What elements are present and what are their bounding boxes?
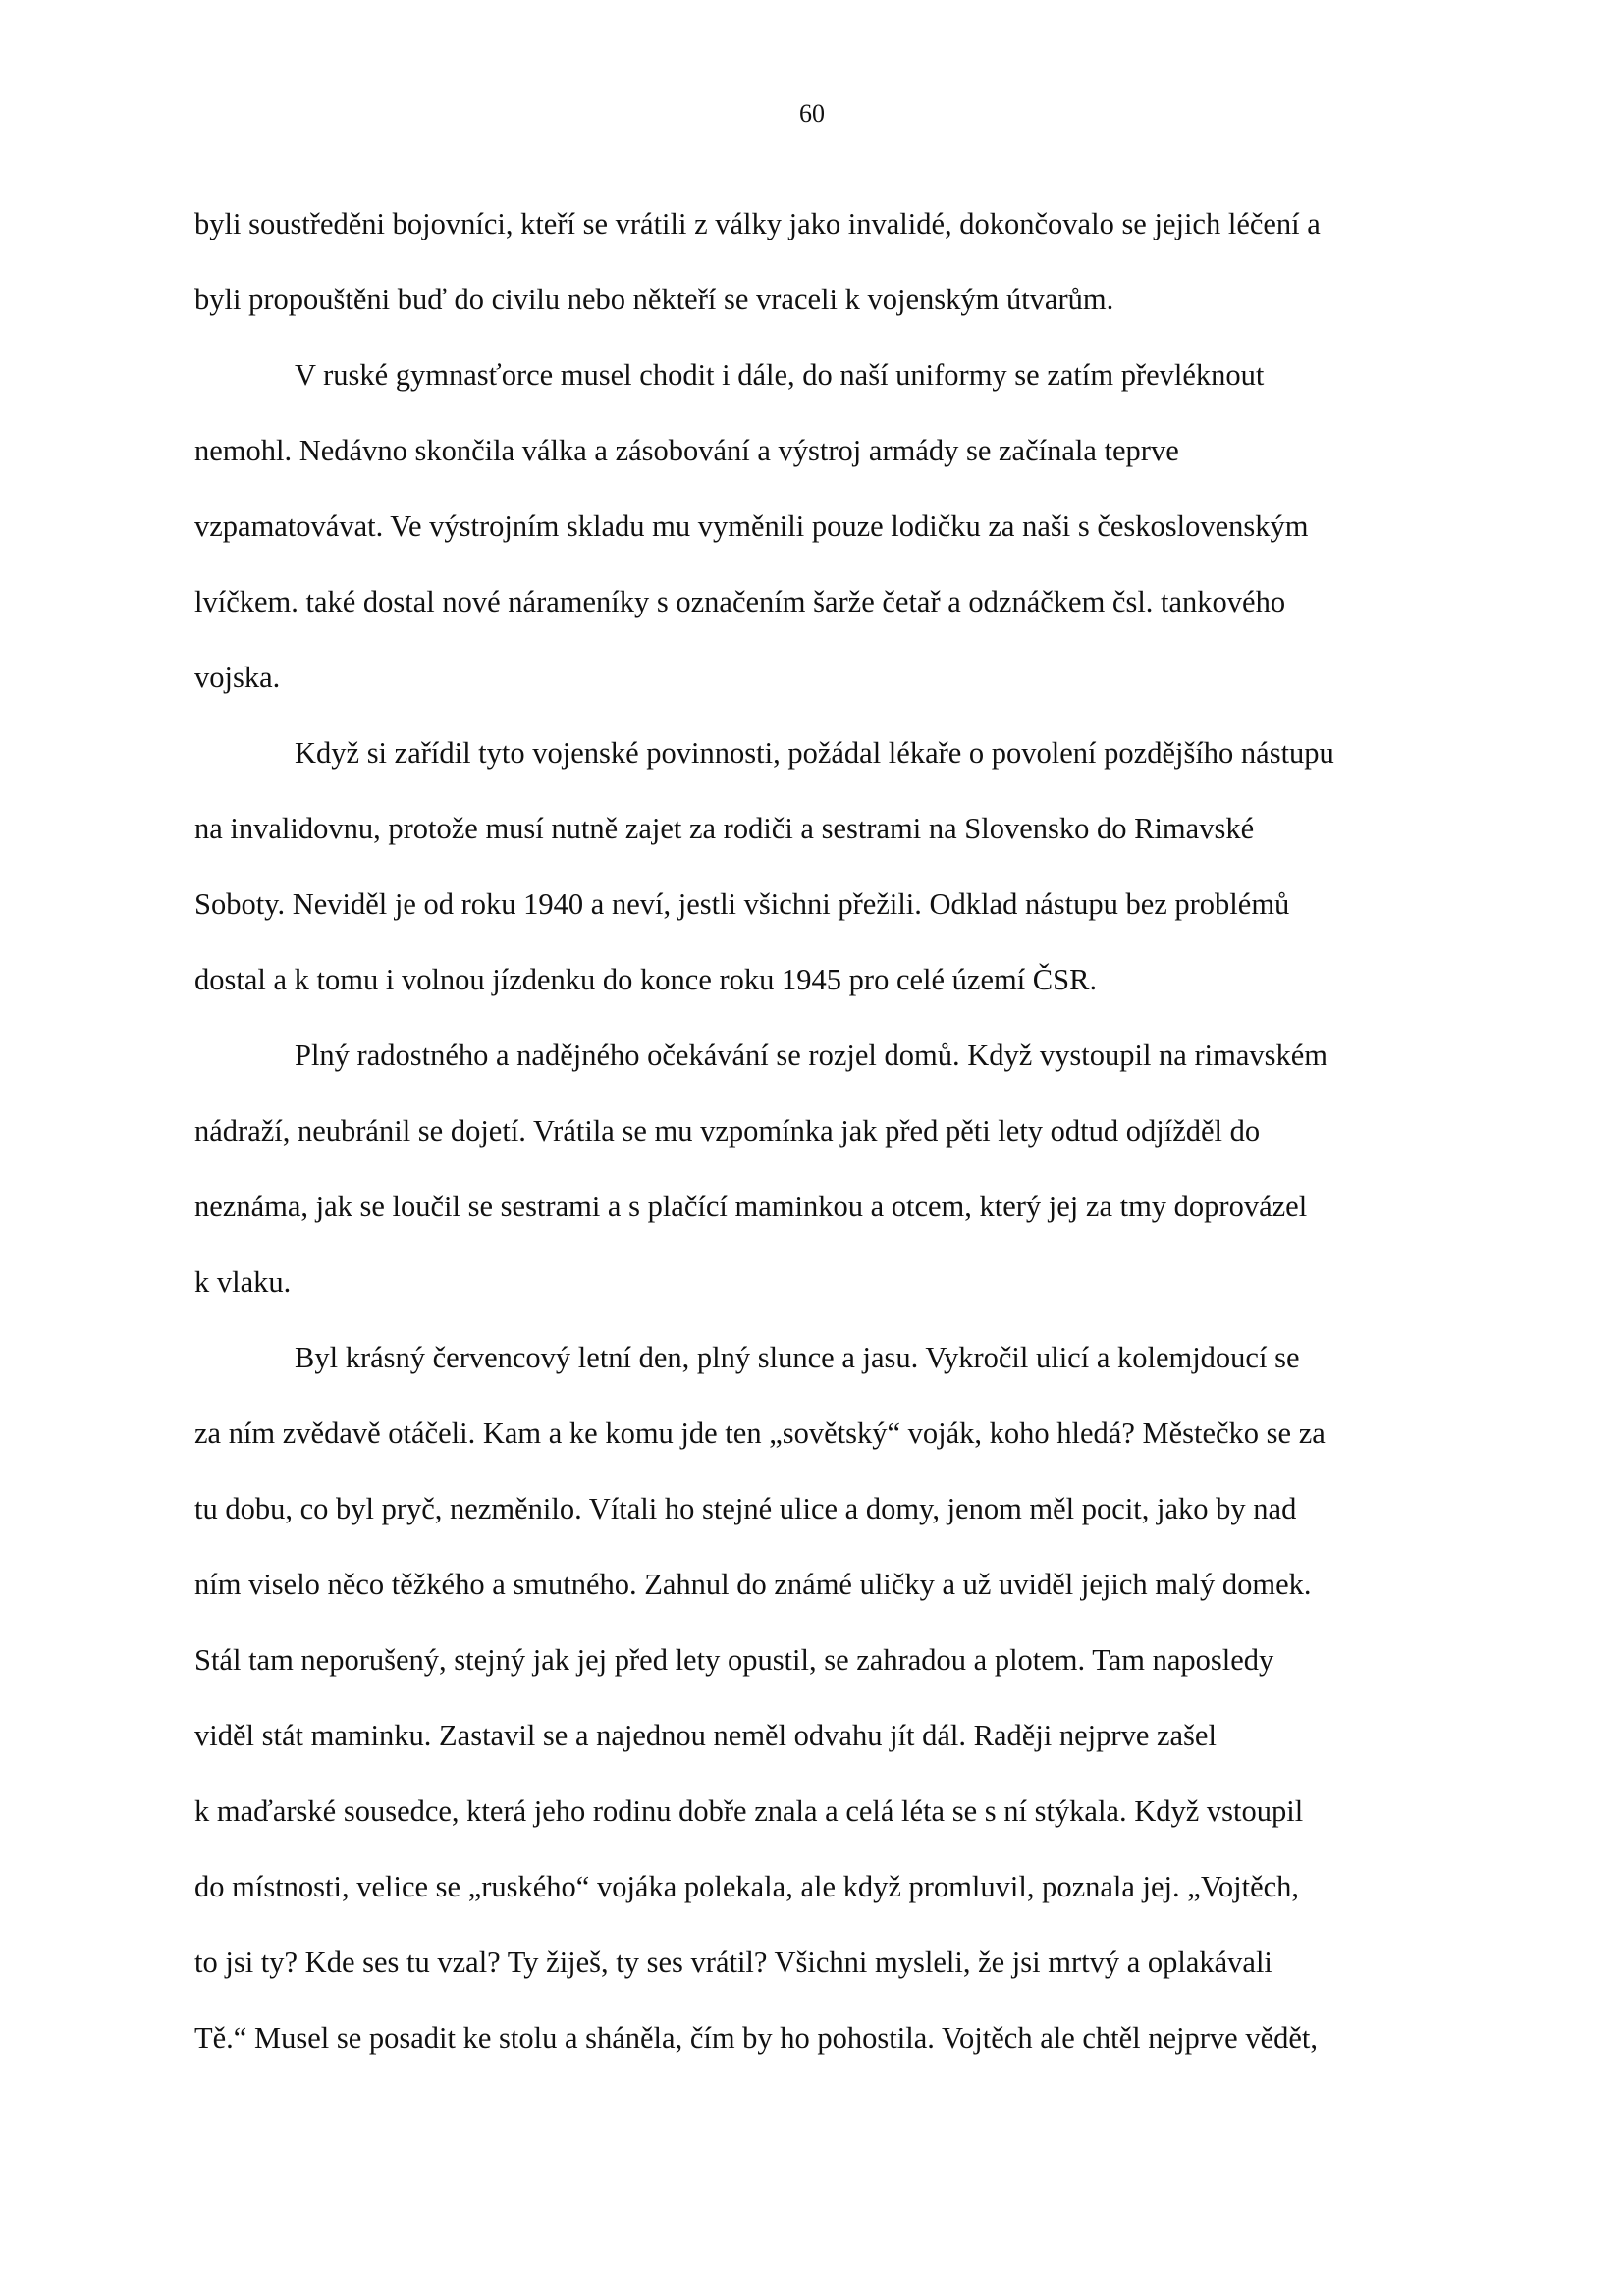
- text-line: tu dobu, co byl pryč, nezměnilo. Vítali ho stejné ulice a domy, jenom měl pocit, jako by nad: [194, 1492, 1297, 1525]
- text-line: vzpamatovávat. Ve výstrojním skladu mu vyměnili pouze lodičku za naši s československým: [194, 509, 1309, 543]
- paragraph-first-line: Když si zařídil tyto vojenské povinnosti, požádal lékaře o povolení pozdějšího nástupu: [295, 736, 1334, 770]
- paragraph-first-line: Plný radostného a nadějného očekávání se rozjel domů. Když vystoupil na rimavském: [295, 1039, 1327, 1072]
- page-number: 60: [799, 99, 825, 128]
- text-line: vojska.: [194, 661, 281, 694]
- text-line: ním viselo něco těžkého a smutného. Zahnul do známé uličky a už uviděl jejich malý domek.: [194, 1568, 1312, 1601]
- text-line: dostal a k tomu i volnou jízdenku do konce roku 1945 pro celé území ČSR.: [194, 963, 1098, 996]
- text-line: k maďarské sousedce, která jeho rodinu dobře znala a celá léta se s ní stýkala. Když vstoupil: [194, 1794, 1304, 1828]
- text-line: to jsi ty? Kde ses tu vzal? Ty žiješ, ty ses vrátil? Všichni mysleli, že jsi mrtvý a oplakávali: [194, 1946, 1272, 1979]
- text-line: nemohl. Nedávno skončila válka a zásobování a výstroj armády se začínala teprve: [194, 434, 1179, 467]
- text-line: byli soustředěni bojovníci, kteří se vrátili z války jako invalidé, dokončovalo se jejich léčení a: [194, 207, 1321, 240]
- text-line: neznáma, jak se loučil se sestrami a s plačící maminkou a otcem, který jej za tmy doprovázel: [194, 1190, 1308, 1223]
- text-line: do místnosti, velice se „ruského“ vojáka polekala, ale když promluvil, poznala jej. „Vojtěch,: [194, 1870, 1300, 1903]
- text-line: lvíčkem. také dostal nové nárameníky s označením šarže četař a odznáčkem čsl. tankového: [194, 585, 1286, 618]
- paragraph-first-line: V ruské gymnasťorce musel chodit i dále, do naší uniformy se zatím převléknout: [295, 358, 1265, 392]
- text-line: za ním zvědavě otáčeli. Kam a ke komu jde ten „sovětský“ voják, koho hledá? Městečko se za: [194, 1416, 1326, 1450]
- text-line: na invalidovnu, protože musí nutně zajet za rodiči a sestrami na Slovensko do Rimavské: [194, 812, 1255, 845]
- text-line: Soboty. Neviděl je od roku 1940 a neví, jestli všichni přežili. Odklad nástupu bez problémů: [194, 887, 1290, 921]
- text-line: Stál tam neporušený, stejný jak jej před lety opustil, se zahradou a plotem. Tam naposledy: [194, 1643, 1274, 1677]
- text-line: byli propouštěni buď do civilu nebo někteří se vraceli k vojenským útvarům.: [194, 283, 1114, 316]
- paragraph-first-line: Byl krásný červencový letní den, plný slunce a jasu. Vykročil ulicí a kolemjdoucí se: [295, 1341, 1300, 1374]
- text-line: Tě.“ Musel se posadit ke stolu a sháněla, čím by ho pohostila. Vojtěch ale chtěl nejprve vědět,: [194, 2021, 1319, 2055]
- text-line: nádraží, neubránil se dojetí. Vrátila se mu vzpomínka jak před pěti lety odtud odjížděl do: [194, 1114, 1261, 1148]
- body-text: [194, 187, 1441, 2076]
- text-line: viděl stát maminku. Zastavil se a najednou neměl odvahu jít dál. Raději nejprve zašel: [194, 1719, 1217, 1752]
- text-line: k vlaku.: [194, 1265, 292, 1299]
